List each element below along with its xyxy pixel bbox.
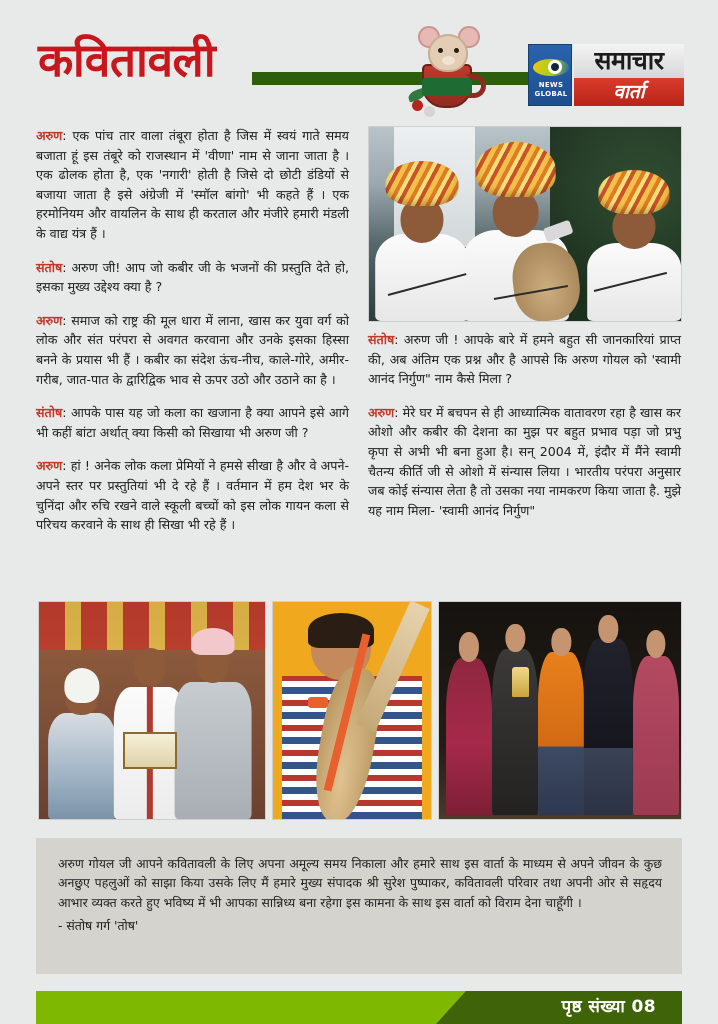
- closing-note-box: [36, 838, 682, 974]
- trophy-award: [512, 667, 529, 697]
- photo-stage-award-group: [438, 601, 682, 820]
- qa-block: [36, 258, 349, 297]
- mouse-head: [428, 34, 468, 72]
- brand-badge-text: [529, 81, 573, 99]
- mouse-eye-right: [454, 48, 459, 53]
- qa-body: : समाज को राष्ट्र की मूल धारा में लाना, खास कर युवा वर्ग को लोक और संत परंपरा से अवगत करवाना और उनके इसका हिस्सा बनने के प्रयास भी हैं । कबीर का संदेश ऊंच-नीच, काले-गोरे, अमीर-गरीब, जात-पात के द्वारिद्विक भाव से ऊपर उठो और उठाने का है ।: [36, 312, 349, 387]
- person-face: [599, 615, 618, 643]
- qa-block: [36, 311, 349, 389]
- berry-shape: [412, 100, 423, 111]
- berry-shape: [424, 106, 435, 117]
- photo-award-ceremony: [38, 601, 266, 820]
- person-figure: [633, 630, 679, 814]
- qa-block: [368, 330, 681, 389]
- eye-swoosh-icon: [533, 55, 569, 79]
- photo-young-musician: [272, 601, 432, 820]
- brand-badge-line2: GLOBAL: [534, 90, 568, 98]
- qa-body: : आपके पास यह जो कला का खजाना है क्या आपने इसे आगे भी कहीं बांटा अर्थात् क्या किसी को सिखाया भी अरुण जी ?: [36, 405, 349, 440]
- qa-paragraph: [36, 403, 349, 442]
- page-footer: [36, 991, 682, 1024]
- person-face: [459, 632, 479, 661]
- qa-body: : अरुण जी ! आपके बारे में हमने बहुत सी जानकारियां प्राप्त की, अब अंतिम एक प्रश्न और है आपसे कि अरुण गोयल को 'स्वामी आनंद निर्गुण" नाम कैसे मिला ?: [368, 332, 681, 387]
- person-body: [584, 639, 632, 815]
- news-global-badge: [528, 44, 572, 106]
- qa-block: [36, 456, 349, 534]
- qa-block: [36, 126, 349, 244]
- qa-block: [368, 403, 681, 521]
- person-body: [175, 682, 252, 819]
- wrist-band: [308, 697, 329, 708]
- qa-paragraph: [36, 258, 349, 297]
- page-title: कवितावली: [38, 33, 216, 87]
- speaker-name: अरुण: [36, 312, 63, 328]
- speaker-name: अरुण: [36, 458, 63, 474]
- qa-paragraph: [36, 126, 349, 244]
- musician-figure: [587, 162, 681, 321]
- closing-note-signature: - संतोष गर्ग 'तोष': [58, 918, 139, 934]
- qa-paragraph: [36, 456, 349, 534]
- brand-name-secondary: वार्ता: [574, 78, 684, 106]
- article-column-right: [368, 330, 681, 520]
- person-face: [646, 630, 665, 658]
- brand-logo[interactable]: [528, 44, 684, 106]
- mouse-eye-left: [438, 48, 443, 53]
- qa-block: [36, 403, 349, 442]
- title-underline-rule: [252, 72, 552, 85]
- musician-body: [587, 243, 681, 321]
- person-face: [506, 624, 525, 653]
- person-body: [446, 658, 492, 815]
- article-column-left: [36, 126, 349, 535]
- mouse-snout: [442, 56, 455, 65]
- turban-shape: [599, 170, 670, 215]
- turban-headwear: [64, 668, 99, 703]
- person-figure: [175, 628, 252, 819]
- closing-note-text: अरुण गोयल जी आपने कवितावली के लिए अपना अमूल्य समय निकाला और हमारे साथ इस वार्ता के माध्यम से अपने जीवन के कुछ अनछुए पहलुओं को साझा किया उसके लिए मैं हमारे मुख्य संपादक श्री सुरेश पुष्पाकर, कवितावली परिवार तथा अपनी ओर से सहृदय आभार व्यक्त करते हुए भविष्य में भी आपका सान्निध्य बना रहेगा इस कामना के साथ इस वार्ता को विराम देना चाहूँगी ।: [58, 856, 662, 910]
- person-figure: [492, 624, 538, 815]
- award-plaque: [123, 732, 177, 769]
- qa-paragraph: [368, 330, 681, 389]
- cup-band-shape: [422, 78, 472, 96]
- speaker-name: अरुण: [36, 128, 63, 143]
- person-body: [633, 656, 679, 815]
- page-number-label: पृष्ठ संख्या 08: [561, 997, 656, 1017]
- person-figure: [538, 628, 584, 815]
- qa-paragraph: [36, 311, 349, 389]
- person-body: [48, 713, 116, 819]
- speaker-name: संतोष: [36, 259, 63, 275]
- qa-body: : एक पांच तार वाला तंबूरा होता है जिस में स्वयं गाते समय बजाता हूं इस तंबूरे को राजस्थान में 'वीणा' नाम से जाना जाता है । एक ढोलक होता है, एक 'नगारी' होती है जिसे दो छोटी डंडियों से बजाया जाता है इसे अंग्रेजी में 'स्मॉल बांगो' भी कहते हैं । एक हरमोनियम और वायलिन के साथ ही करताल और मंजीरे हमारी मंडली के वाद्य यंत्र हैं ।: [36, 128, 349, 241]
- turban-shape: [386, 161, 459, 206]
- cup-handle-shape: [466, 74, 486, 98]
- mouse-in-cup-icon: [406, 22, 492, 114]
- qa-body: : हां ! अनेक लोक कला प्रेमियों ने हमसे सीखा है और वे अपने-अपने स्तर पर प्रस्तुतियां भी दे रहे हैं । वर्तमान में हम देश भर के चुनिंदा और रुचि रखने वाले स्कूली बच्चों को इस लोक गायन कला से परिचय करवाने के साथ ही सिखा भी रहे हैं ।: [36, 458, 349, 533]
- person-figure: [446, 632, 492, 814]
- turban-shape: [475, 142, 556, 197]
- turban-headwear: [191, 628, 234, 655]
- person-figure: [48, 658, 116, 819]
- person-figure: [584, 615, 632, 815]
- qa-paragraph: [368, 403, 681, 521]
- pupil-shape: [548, 60, 562, 74]
- hero-photo-folk-musicians: [368, 126, 682, 322]
- speaker-name: संतोष: [36, 405, 63, 421]
- person-face: [552, 628, 571, 656]
- page-header: [0, 0, 718, 118]
- speaker-name: अरुण: [368, 404, 395, 420]
- musician-figure: [375, 154, 469, 321]
- speaker-name: संतोष: [368, 332, 395, 347]
- brand-badge-line1: NEWS: [538, 81, 564, 89]
- person-face: [134, 648, 166, 685]
- person-body: [538, 652, 584, 814]
- brand-name-primary: समाचार: [574, 44, 684, 78]
- qa-body: : मेरे घर में बचपन से ही आध्यात्मिक वातावरण रहा है खास कर ओशो और कबीर की देशना का मुझ पर बहुत प्रभाव पड़ा जो प्रभु कृपा से अभी भी बना हुआ है। सन् 2004 में, इंदौर में मैंने स्वामी चैतन्य कीर्ति जी से ओशो में संन्यास लिया । भारतीय परंपरा अनुसार जब कोई संन्यास लेता है तो उसका नया नामकरण किया जाता है. मुझे यह नाम मिला- 'स्वामी आनंद निर्गुण": [368, 404, 682, 518]
- qa-body: : अरुण जी! आप जो कबीर जी के भजनों की प्रस्तुति देते हो, इसका मुख्य उद्देश्य क्या है ?: [36, 259, 349, 295]
